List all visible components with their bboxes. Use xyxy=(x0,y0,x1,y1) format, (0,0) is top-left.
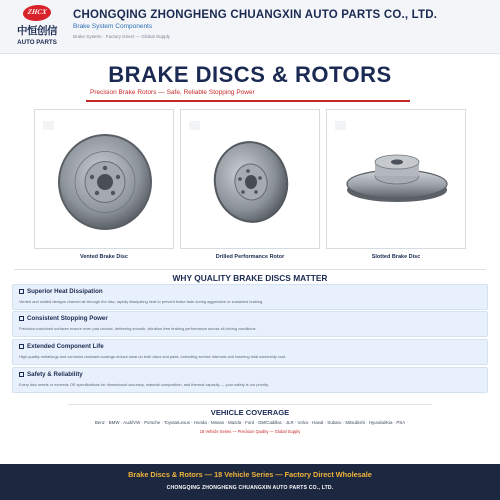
page-header xyxy=(0,0,500,54)
product-card-drilled[interactable] xyxy=(180,109,320,260)
company-subline: Brake System · Factory Direct — Global Supply xyxy=(73,34,171,39)
quality-item-text: Precision-machined surfaces ensure even pad contact, delivering smooth, vibration-free braking performance across all driving conditions. xyxy=(19,326,257,331)
quality-item xyxy=(12,367,488,393)
product-card-vented[interactable] xyxy=(34,109,174,260)
slotted-disc-image xyxy=(326,109,466,249)
footer-headline: Brake Discs & Rotors — 18 Vehicle Series — Factory Direct Wholesale xyxy=(128,470,372,479)
section-divider xyxy=(14,269,486,270)
company-logo xyxy=(14,5,60,49)
checkbox-icon xyxy=(19,372,24,377)
footer-company-name: CHONGQING ZHONGHENG CHUANGXIN AUTO PARTS CO., LTD. xyxy=(166,485,334,491)
company-name: CHONGQING ZHONGHENG CHUANGXIN AUTO PARTS CO., LTD. xyxy=(73,9,438,21)
checkbox-icon xyxy=(19,344,24,349)
product-name: Vented Brake Disc xyxy=(80,254,128,260)
quality-item-text: Vented and slotted designs channel air through the disc, rapidly dissipating heat to prevent brake fade during aggressive or sustained braking. xyxy=(19,299,264,304)
product-name: Slotted Brake Disc xyxy=(371,254,421,260)
coverage-title: VEHICLE COVERAGE xyxy=(210,408,290,417)
checkbox-icon xyxy=(19,316,24,321)
title-divider xyxy=(86,100,410,102)
drilled-rotor-image xyxy=(180,109,320,249)
vented-disc-image xyxy=(34,109,174,249)
quality-item-heading: Superior Heat Dissipation xyxy=(27,288,103,295)
quality-item xyxy=(12,311,488,337)
quality-item-heading: Safety & Reliability xyxy=(27,371,83,378)
page-footer xyxy=(0,464,500,500)
page-subtitle: Precision Brake Rotors — Safe, Reliable Stopping Power xyxy=(90,89,255,96)
checkbox-icon xyxy=(19,289,24,294)
logo-english-name: AUTO PARTS xyxy=(17,39,57,46)
quality-item xyxy=(12,284,488,310)
quality-item-text: High-quality metallurgy and corrosion-resistant coatings reduce wear on both discs and pads, extending service intervals and lowering total ownership cost. xyxy=(19,354,287,359)
logo-chinese-name: 中恒创信 xyxy=(17,25,57,37)
company-tagline: Brake System Components xyxy=(73,23,153,30)
product-gallery xyxy=(34,109,466,260)
quality-item-heading: Extended Component Life xyxy=(27,343,104,350)
logo-badge: ZHCX xyxy=(22,5,52,21)
product-name: Drilled Performance Rotor xyxy=(215,254,285,260)
quality-item-text: Every disc meets or exceeds OE specifications for dimensional accuracy, material composition, and thermal capacity — your safety is our priority. xyxy=(19,382,269,387)
page-title: BRAKE DISCS & ROTORS xyxy=(108,62,392,87)
coverage-brand-list: Benz · BMW · Audi/VW · Porsche · Toyota/Lexus · Honda · Nissan · Mazda · Ford · GM/Cadillac · JLR · Volvo · Haval · Subaru · Mitsubishi · Hyundai/Kia · PSA xyxy=(94,420,406,425)
quality-section-title: WHY QUALITY BRAKE DISCS MATTER xyxy=(172,273,328,283)
coverage-divider xyxy=(68,404,432,405)
product-card-slotted[interactable] xyxy=(326,109,466,260)
quality-item xyxy=(12,339,488,365)
coverage-note: 18 Vehicle Series — Precision Quality — Global Supply xyxy=(199,429,301,434)
quality-item-heading: Consistent Stopping Power xyxy=(27,315,108,322)
